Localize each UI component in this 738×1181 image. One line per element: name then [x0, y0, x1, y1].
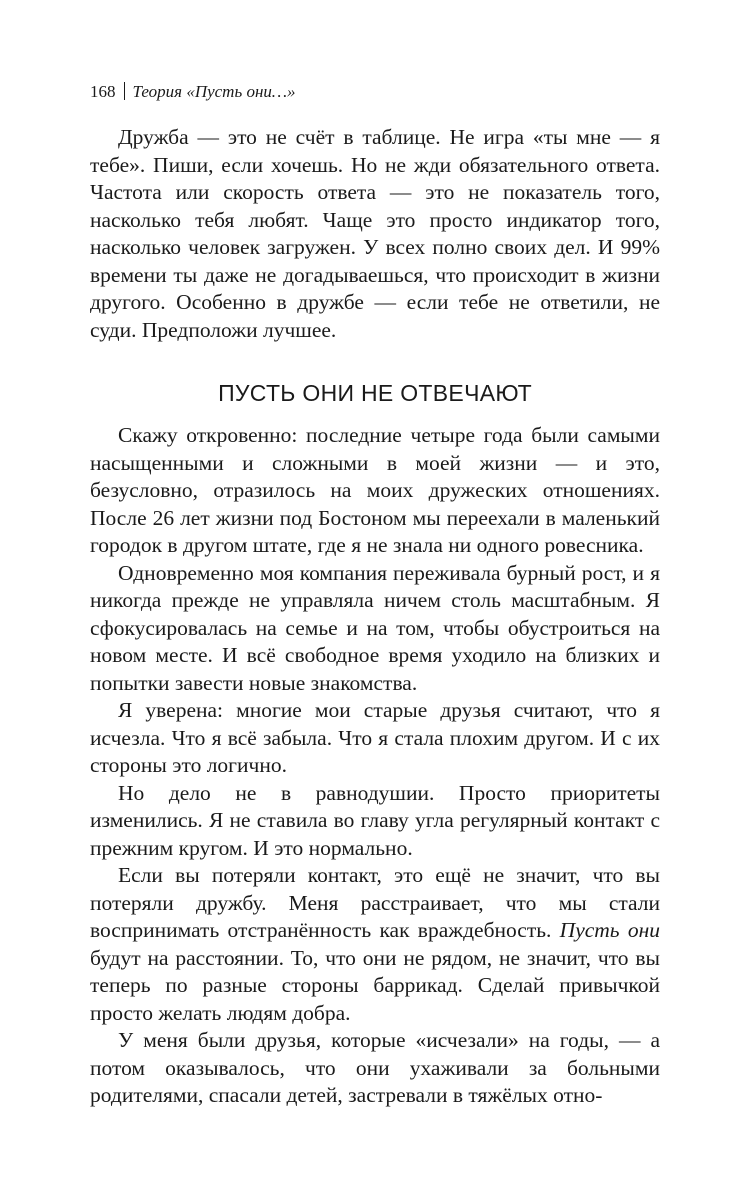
running-header [90, 80, 660, 104]
paragraph-3: Я уверена: многие мои старые друзья считают, что я исчезла. Что я всё забыла. Что я стала плохим другом. И с их стороны это логично. [90, 698, 660, 777]
section-heading: ПУСТЬ ОНИ НЕ ОТВЕЧАЮТ [218, 380, 532, 406]
paragraph-2: Одновременно моя компания переживала бурный рост, и я никогда прежде не управляла ничем столь масштабным. Я сфокусировалась на семье и на том, чтобы обустроиться на новом месте. И всё свободное время уходило на близких и попытки завести новые знакомства. [90, 560, 660, 695]
body-text [90, 124, 660, 1110]
paragraph-6: У меня были друзья, которые «исчезали» на годы, — а потом оказывалось, что они ухаживали за больными родителями, спасали детей, застревали в тяжёлых отно- [90, 1028, 660, 1107]
paragraph-5 [90, 862, 660, 1027]
paragraph-5-italic-phrase: Пусть они [559, 918, 661, 942]
paragraph-5-text-a: Если вы потеряли контакт, это ещё не значит, что вы потеряли дружбу. Меня расстраивает, что мы стали воспринимать отстранённость как враждебность. [90, 863, 660, 942]
paragraph-5-text-b: будут на расстоянии. То, что они не рядом, не значит, что вы теперь по разные стороны баррикад. Сделай привычкой просто желать людям добра. [90, 945, 660, 1025]
header-divider [124, 82, 125, 100]
running-title: Теория «Пусть они…» [132, 82, 296, 101]
book-page [90, 80, 660, 1110]
page-number: 168 [90, 82, 116, 101]
intro-paragraph: Дружба — это не счёт в таблице. Не игра «ты мне — я тебе». Пиши, если хочешь. Но не жди обязательного ответа. Частота или скорость ответа — это не показатель того, насколько тебя любят. Чаще это просто индикатор того, насколько человек загружен. У всех полно своих дел. И 99% времени ты даже не догадываешься, что происходит в жизни другого. Особенно в дружбе — если тебе не ответили, не суди. Предположи лучшее. [90, 125, 660, 342]
paragraph-4: Но дело не в равнодушии. Просто приоритеты изменились. Я не ставила во главу угла регулярный контакт с прежним кругом. И это нормально. [90, 780, 660, 860]
paragraph-1: Скажу откровенно: последние четыре года были самыми насыщенными и сложными в моей жизни — и это, безусловно, отразилось на моих дружеских отношениях. После 26 лет жизни под Бостоном мы переехали в маленький городок в другом штате, где я не знала ни одного ровесника. [90, 423, 660, 557]
